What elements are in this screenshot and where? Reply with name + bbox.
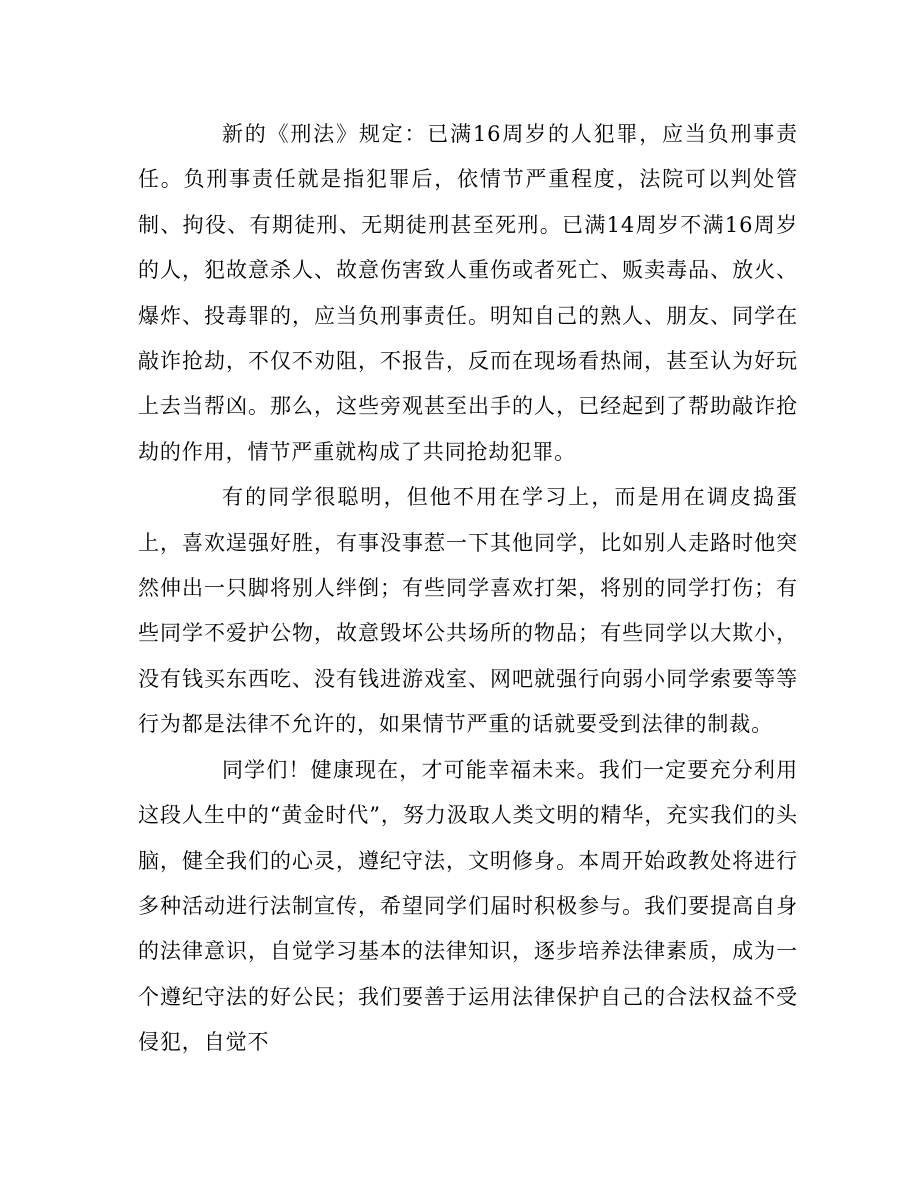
- paragraph-call-to-action: 同学们！健康现在，才可能幸福未来。我们一定要充分利用这段人生中的“黄金时代”，努力汲取人类文明的精华，充实我们的头脑，健全我们的心灵，遵纪守法，文明修身。本周开始政教处将进行多种活动进行法制宣传，希望同学们届时积极参与。我们要提高自身的法律意识，自觉学习基本的法律知识，逐步培养法律素质，成为一个遵纪守法的好公民；我们要善于运用法律保护自己的合法权益不受侵犯，自觉不: [138, 757, 798, 1055]
- paragraph-student-behavior: 有的同学很聪明，但他不用在学习上，而是用在调皮捣蛋上，喜欢逞强好胜，有事没事惹一下其他同学，比如别人走路时他突然伸出一只脚将别人绊倒；有些同学喜欢打架，将别的同学打伤；有些同学不爱护公物，故意毁坏公共场所的物品；有些同学以大欺小，没有钱买东西吃、没有钱进游戏室、网吧就强行向弱小同学索要等等行为都是法律不允许的，如果情节严重的话就要受到法律的制裁。: [138, 485, 798, 737]
- document-body: [138, 112, 798, 1066]
- paragraph-criminal-law: 新的《刑法》规定：已满16周岁的人犯罪，应当负刑事责任。负刑事责任就是指犯罪后，依情节严重程度，法院可以判处管制、拘役、有期徒刑、无期徒刑甚至死刑。已满14周岁不满16周岁的人，犯故意杀人、故意伤害致人重伤或者死亡、贩卖毒品、放火、爆炸、投毒罪的，应当负刑事责任。明知自己的熟人、朋友、同学在敲诈抢劫，不仅不劝阻，不报告，反而在现场看热闹，甚至认为好玩上去当帮凶。那么，这些旁观甚至出手的人，已经起到了帮助敲诈抢劫的作用，情节严重就构成了共同抢劫犯罪。: [138, 122, 798, 464]
